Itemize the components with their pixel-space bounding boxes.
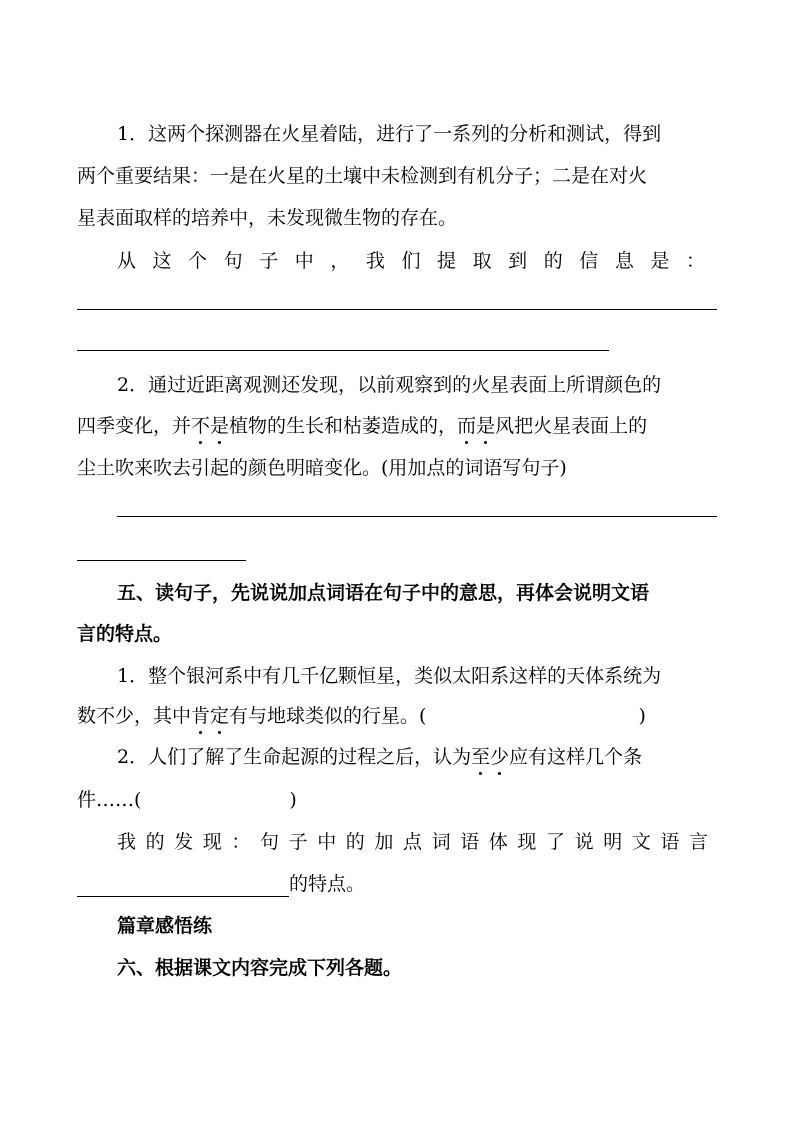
q2-line-2	[77, 414, 717, 438]
q2-line-3: 尘土吹来吹去引起的颜色明暗变化。(用加点的词语写句子)	[77, 457, 567, 479]
sec5-s2-line-2	[77, 788, 717, 812]
sec5-s1-close-paren: )	[638, 705, 646, 727]
q1-answer-line-1[interactable]	[77, 309, 717, 310]
q2-line-2-part-c: 风把火星表面上的	[495, 415, 648, 437]
q2-line-2-part-b: 植物的生长和枯萎造成的，	[229, 415, 458, 437]
sec5-title-line-2: 言的特点。	[77, 623, 173, 645]
sec6-title: 六、根据课文内容完成下列各题。	[117, 957, 403, 979]
dotted-word-char: 而	[457, 415, 477, 437]
sec5-s2-close-paren: )	[289, 789, 297, 811]
dotted-word-char: 是	[476, 415, 496, 437]
dotted-word-char: 少	[490, 746, 510, 768]
sec5-title-line-1: 五、读句子，先说说加点词语在句子中的意思，再体会说明文语	[117, 582, 650, 604]
sec5-s1-line-2	[77, 704, 717, 728]
dotted-word-char: 肯	[191, 705, 211, 727]
q1-line-1: 1．这两个探测器在火星着陆，进行了一系列的分析和测试，得到	[117, 123, 662, 145]
q2-answer-line-2[interactable]	[77, 560, 246, 561]
sec5-s2-part-a: 2．人们了解了生命起源的过程之后，认为	[117, 746, 472, 768]
dotted-word-char: 是	[210, 415, 230, 437]
sec5-s2-line-1	[117, 745, 717, 769]
q2-line-2-part-a: 四季变化，并	[77, 415, 192, 437]
q1-answer-line-2[interactable]	[77, 350, 609, 351]
q2-line-1: 2．通过近距离观测还发现，以前观察到的火星表面上所谓颜色的	[117, 374, 662, 396]
sec5-finding-tail: 的特点。	[289, 873, 366, 895]
sec5-finding-line-2	[77, 872, 717, 897]
q1-line-3: 星表面取样的培养中，未发现微生物的存在。	[77, 207, 458, 229]
sec5-s1-line-1: 1．整个银河系中有几千亿颗恒星，类似太阳系这样的天体系统为	[117, 665, 662, 687]
sec5-finding-blank[interactable]	[77, 872, 289, 897]
sec5-s2-part-b: 应有这样几个条	[509, 746, 643, 768]
sec5-s2-part-a2: 件……(	[77, 789, 142, 811]
sec6-header: 篇章感悟练	[117, 915, 213, 937]
q2-answer-line-1[interactable]	[117, 516, 717, 517]
sec5-s1-part-a: 数不少，其中	[77, 705, 192, 727]
sec5-finding: 我的发现：句子中的加点词语体现了说明文语言	[117, 831, 717, 853]
q1-prompt: 从这个句子中，我们提取到的信息是：	[117, 250, 717, 272]
sec5-s1-part-b: 有与地球类似的行星。(	[229, 705, 427, 727]
dotted-word-char: 定	[210, 705, 230, 727]
dotted-word-char: 至	[471, 746, 491, 768]
q1-line-2: 两个重要结果：一是在火星的土壤中未检测到有机分子；二是在对火	[77, 165, 648, 187]
dotted-word-char: 不	[191, 415, 211, 437]
